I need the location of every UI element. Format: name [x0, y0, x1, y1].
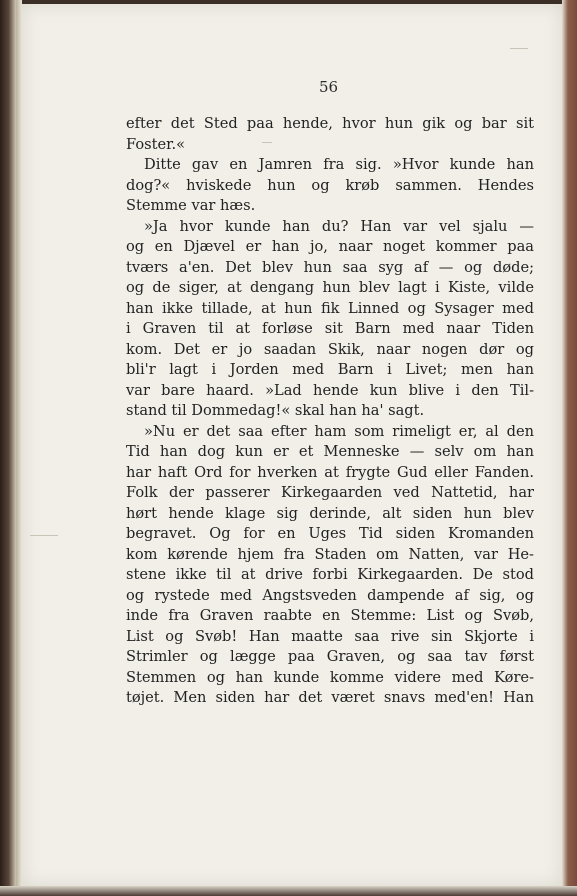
text-line: Foster.« [126, 135, 186, 153]
text-line: Stemme var hæs. [126, 197, 256, 214]
text-line: stene ikke til at drive forbi Kirkegaarden. De stod [126, 566, 534, 583]
text-line: hørt hende klage sig derinde, alt siden hun blev [126, 504, 534, 522]
text-line: efter det Sted paa hende, hvor hun gik og bar sit [126, 115, 534, 132]
text-line: inde fra Graven raabte en Stemme: List og Svøb, [126, 607, 534, 624]
book-bottom-edge [0, 886, 577, 896]
pencil-mark [510, 48, 528, 49]
text-line: kom. Det er jo saadan Skik, naar nogen dør og [126, 340, 534, 358]
page-number: 56 [318, 78, 339, 96]
text-line: dog?« hviskede hun og krøb sammen. Hendes [126, 176, 534, 194]
body-text [126, 114, 534, 709]
text-line: tøjet. Men siden har det været snavs med'en! Han [126, 689, 534, 706]
text-line: i Graven til at forløse sit Barn med naar Tiden [126, 320, 534, 337]
book-binding [0, 0, 16, 896]
text-line: Stemmen og han kunde komme videre med Køre- [126, 668, 534, 686]
text-line: har haft Ord for hverken at frygte Gud eller Fanden. [126, 463, 534, 481]
text-line: tværs a'en. Det blev hun saa syg af — og døde; [126, 258, 534, 276]
text-line: kom kørende hjem fra Staden om Natten, var He- [126, 545, 534, 563]
text-line: og de siger, at dengang hun blev lagt i Kiste, vilde [126, 279, 534, 296]
text-line: Ditte gav en Jamren fra sig. »Hvor kunde han [144, 156, 534, 173]
text-line: Folk der passerer Kirkegaarden ved Nattetid, har [126, 484, 534, 501]
text-line: og rystede med Angstsveden dampende af sig, og [126, 586, 534, 604]
text-line: stand til Dommedag!« skal han ha' sagt. [126, 402, 425, 419]
text-line: var bare haard. »Lad hende kun blive i den Til- [126, 381, 534, 399]
text-line: »Ja hvor kunde han du? Han var vel sjalu — [144, 217, 534, 235]
text-line: og en Djævel er han jo, naar noget kommer paa [126, 238, 534, 255]
text-line: han ikke tillade, at hun fik Linned og Sysager med [126, 299, 534, 317]
book-cover-edge [562, 0, 577, 896]
text-line: Tid han dog kun er et Menneske — selv om han [126, 443, 534, 460]
text-line: Strimler og lægge paa Graven, og saa tav først [126, 648, 534, 665]
text-line: »Nu er det saa efter ham som rimeligt er, al den [144, 422, 534, 440]
text-line: begravet. Og for en Uges Tid siden Kromanden [126, 525, 534, 542]
text-line: List og Svøb! Han maatte saa rive sin Skjorte i [126, 627, 534, 645]
text-line: bli'r lagt i Jorden med Barn i Livet; men han [126, 361, 534, 378]
pencil-mark [30, 535, 58, 536]
